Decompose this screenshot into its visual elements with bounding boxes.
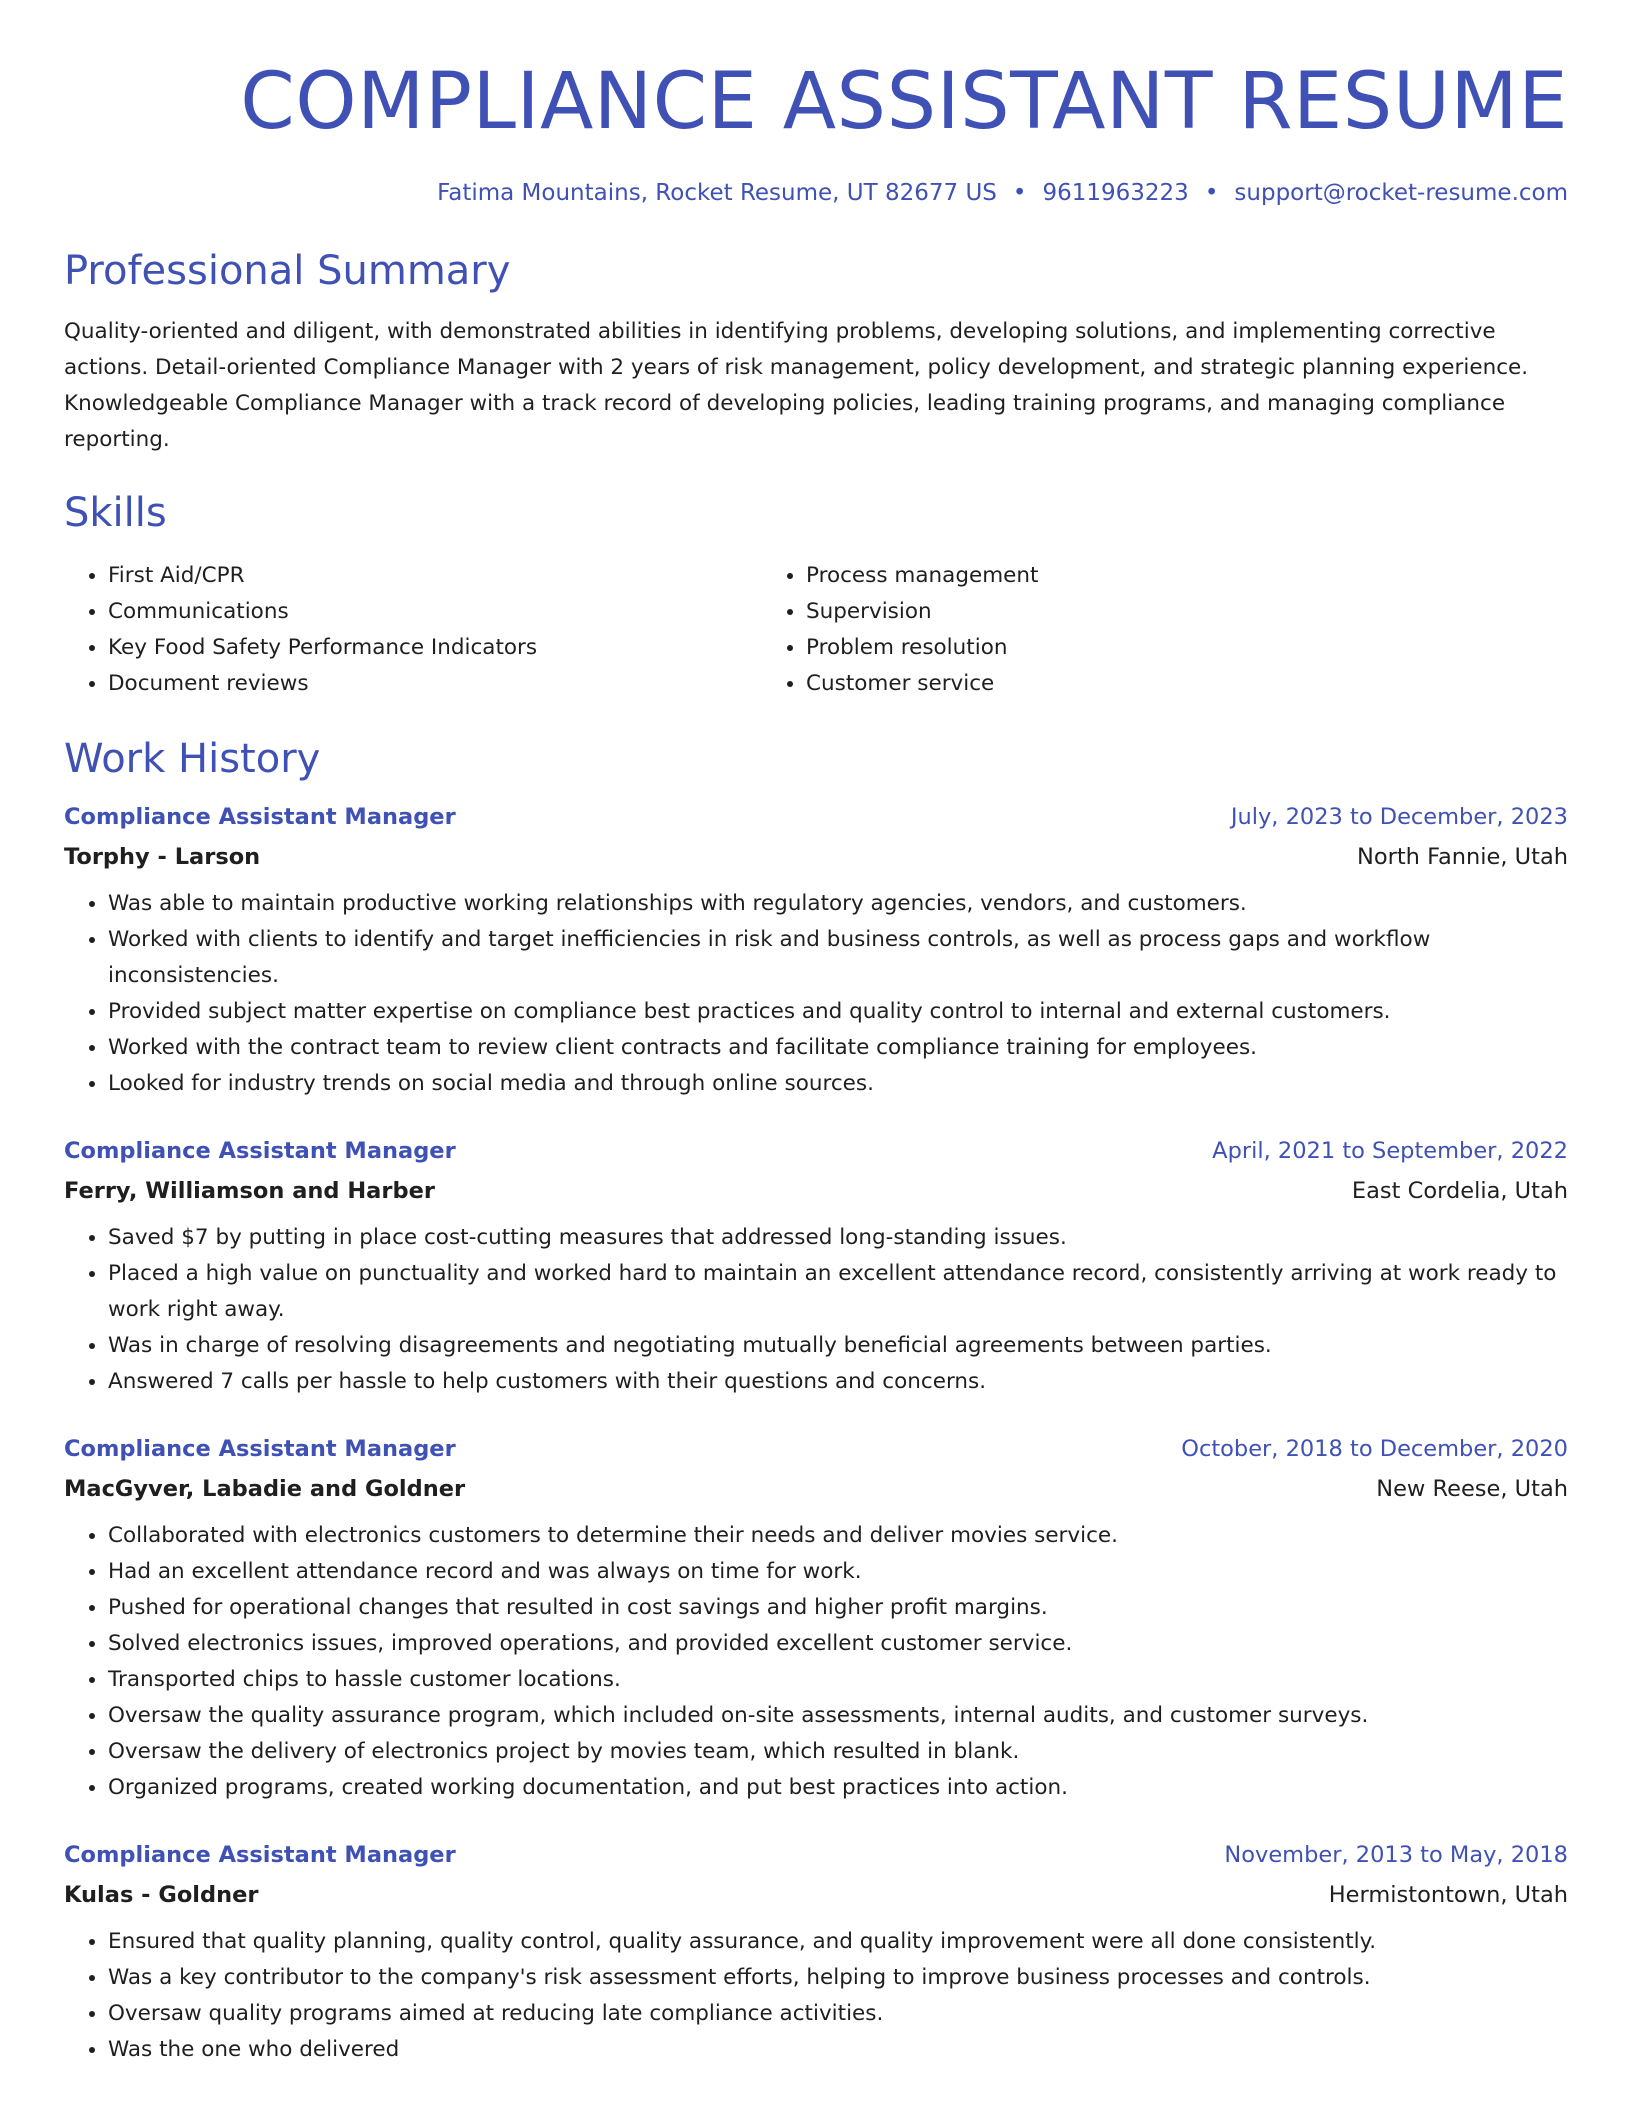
skills-heading: Skills: [64, 490, 167, 536]
skills-column-right: [762, 558, 1568, 702]
job-entry: [64, 1136, 1568, 1400]
job-bullets: [64, 1518, 1568, 1806]
job-bullet: • Oversaw quality programs aimed at reducing late compliance activities.: [108, 1996, 1568, 2032]
skill-item: • First Aid/CPR: [108, 558, 762, 594]
contact-phone: 9611963223: [1042, 180, 1189, 206]
skill-item: • Supervision: [806, 594, 1568, 630]
job-company: Torphy - Larson: [64, 844, 261, 870]
job-header: [64, 1434, 1568, 1464]
job-dates: October, 2018 to December, 2020: [1181, 1436, 1568, 1462]
skill-item: • Key Food Safety Performance Indicators: [108, 630, 762, 666]
job-location: East Cordelia, Utah: [1351, 1178, 1568, 1204]
job-subheader: [64, 1474, 1568, 1504]
contact-line: [64, 178, 1568, 208]
resume-title: COMPLIANCE ASSISTANT RESUME: [240, 57, 1568, 147]
job-bullet: • Placed a high value on punctuality and worked hard to maintain an excellent attendance record, consistently arriving at work ready to work right away.: [108, 1256, 1568, 1328]
job-subheader: [64, 1176, 1568, 1206]
job-bullet: • Oversaw the quality assurance program, which included on-site assessments, internal audits, and customer surveys.: [108, 1698, 1568, 1734]
job-bullet: • Provided subject matter expertise on compliance best practices and quality control to internal and external customers.: [108, 994, 1568, 1030]
job-location: North Fannie, Utah: [1356, 844, 1568, 870]
job-company: Ferry, Williamson and Harber: [64, 1178, 435, 1204]
skill-item: • Process management: [806, 558, 1568, 594]
skills-column-left: [64, 558, 762, 702]
job-bullet: • Worked with clients to identify and target inefficiencies in risk and business controls, as well as process gaps and workflow inconsistencies.: [108, 922, 1568, 994]
contact-separator: •: [1204, 180, 1219, 206]
job-entry: [64, 1434, 1568, 1806]
job-bullet: • Ensured that quality planning, quality control, quality assurance, and quality improvement were all done consistently.: [108, 1924, 1568, 1960]
skill-item: • Communications: [108, 594, 762, 630]
job-bullet: • Oversaw the delivery of electronics project by movies team, which resulted in blank.: [108, 1734, 1568, 1770]
contact-address: Fatima Mountains, Rocket Resume, UT 82677 US: [437, 180, 997, 206]
job-bullet: • Saved $7 by putting in place cost-cutting measures that addressed long-standing issues.: [108, 1220, 1568, 1256]
job-bullet: • Worked with the contract team to review client contracts and facilitate compliance training for employees.: [108, 1030, 1568, 1066]
job-bullet: • Was a key contributor to the company's risk assessment efforts, helping to improve business processes and controls.: [108, 1960, 1568, 1996]
job-entry: [64, 1840, 1568, 2068]
job-dates: July, 2023 to December, 2023: [1230, 804, 1568, 830]
job-bullet: • Answered 7 calls per hassle to help customers with their questions and concerns.: [108, 1364, 1568, 1400]
job-header: [64, 802, 1568, 832]
job-location: New Reese, Utah: [1376, 1476, 1568, 1502]
job-header: [64, 1136, 1568, 1166]
job-bullet: • Solved electronics issues, improved operations, and provided excellent customer service.: [108, 1626, 1568, 1662]
job-title: Compliance Assistant Manager: [64, 804, 456, 830]
job-dates: April, 2021 to September, 2022: [1212, 1138, 1568, 1164]
job-header: [64, 1840, 1568, 1870]
skill-item: • Problem resolution: [806, 630, 1568, 666]
job-dates: November, 2013 to May, 2018: [1224, 1842, 1568, 1868]
summary-heading: Professional Summary: [64, 248, 511, 294]
job-bullet: • Was the one who delivered: [108, 2032, 1568, 2068]
job-entry: [64, 802, 1568, 1102]
job-bullet: • Collaborated with electronics customers to determine their needs and deliver movies service.: [108, 1518, 1568, 1554]
job-bullets: [64, 886, 1568, 1102]
job-location: Hermistontown, Utah: [1328, 1882, 1568, 1908]
job-company: Kulas - Goldner: [64, 1882, 259, 1908]
job-title: Compliance Assistant Manager: [64, 1842, 456, 1868]
job-bullet: • Was able to maintain productive working relationships with regulatory agencies, vendors, and customers.: [108, 886, 1568, 922]
work-history-heading: Work History: [64, 736, 321, 782]
contact-separator: •: [1012, 180, 1027, 206]
job-bullet: • Was in charge of resolving disagreements and negotiating mutually beneficial agreements between parties.: [108, 1328, 1568, 1364]
job-bullets: [64, 1220, 1568, 1400]
job-bullet: • Looked for industry trends on social media and through online sources.: [108, 1066, 1568, 1102]
contact-email: support@rocket-resume.com: [1234, 180, 1568, 206]
job-title: Compliance Assistant Manager: [64, 1138, 456, 1164]
skills-list: [64, 558, 1568, 702]
summary-text: Quality-oriented and diligent, with demonstrated abilities in identifying problems, developing solutions, and implementing corrective actions. Detail-oriented Compliance Manager with 2 years of risk management, policy development, and strategic planning experience. Knowledgeable Compliance Manager with a track record of developing policies, leading training programs, and managing compliance reporting.: [64, 319, 1529, 452]
skill-item: • Customer service: [806, 666, 1568, 702]
resume-page: [64, 0, 1568, 2068]
job-bullet: • Had an excellent attendance record and was always on time for work.: [108, 1554, 1568, 1590]
job-bullet: • Pushed for operational changes that resulted in cost savings and higher profit margins.: [108, 1590, 1568, 1626]
job-bullet: • Organized programs, created working documentation, and put best practices into action.: [108, 1770, 1568, 1806]
job-subheader: [64, 1880, 1568, 1910]
job-company: MacGyver, Labadie and Goldner: [64, 1476, 466, 1502]
job-bullets: [64, 1924, 1568, 2068]
job-title: Compliance Assistant Manager: [64, 1436, 456, 1462]
job-bullet: • Transported chips to hassle customer locations.: [108, 1662, 1568, 1698]
skill-item: • Document reviews: [108, 666, 762, 702]
job-subheader: [64, 842, 1568, 872]
